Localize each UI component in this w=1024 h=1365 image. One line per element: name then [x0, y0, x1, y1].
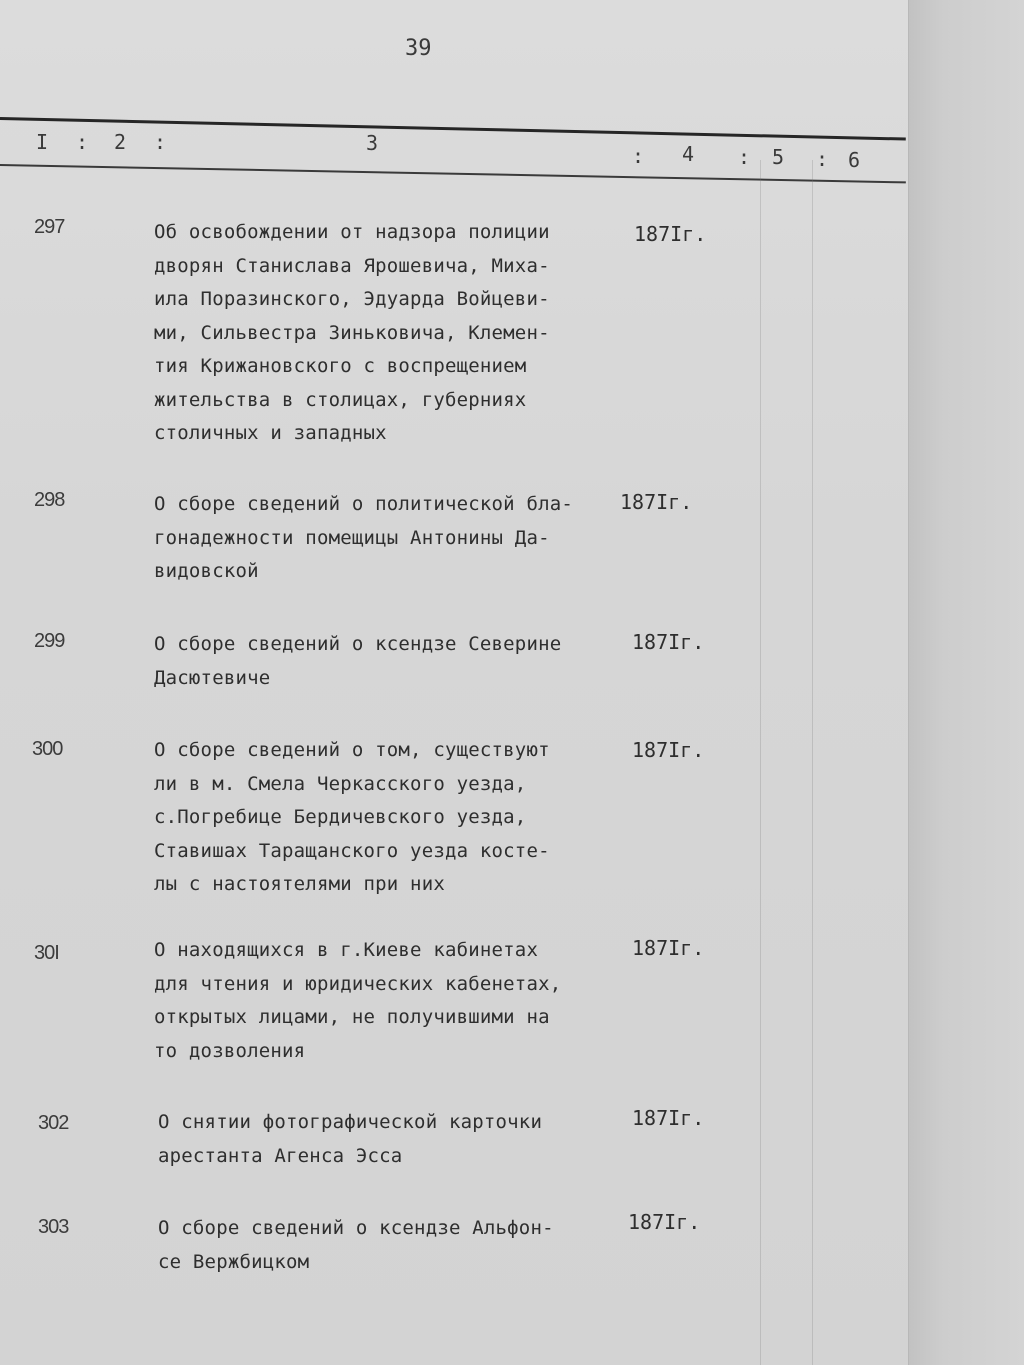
entry-line: то дозволения — [154, 1039, 306, 1062]
entry-line: ила Поразинского, Эдуарда Войцеви- — [154, 288, 550, 310]
entry-line: ли в м. Смела Черкасского уезда, — [154, 772, 527, 795]
entry-line: ми, Сильвестра Зиньковича, Клемен- — [154, 321, 550, 344]
column-header-2: 2 — [114, 130, 127, 154]
entry-number: 303 — [38, 1216, 69, 1238]
column-separator: : — [632, 144, 645, 168]
entry-line: О снятии фотографической карточки — [158, 1111, 543, 1133]
column-header-6: 6 — [848, 148, 861, 172]
entry-line: тия Крижановского с воспрещением — [154, 355, 527, 377]
header-top-rule — [0, 117, 906, 141]
entry-line: О сборе сведений о ксендзе Северине — [154, 633, 562, 655]
entry-year: 187Iг. — [620, 490, 693, 514]
entry-line: О сборе сведений о политической бла- — [154, 493, 574, 515]
page-backing — [908, 0, 1024, 1365]
column-separator: : — [816, 147, 829, 171]
entry-line: с.Погребице Бердичевского уезда, — [154, 806, 527, 828]
column-separator: : — [738, 145, 751, 169]
column-header-4: 4 — [682, 142, 695, 166]
entry-year: 187Iг. — [634, 222, 707, 246]
entry-year: 187Iг. — [632, 630, 705, 654]
page-number: 39 — [405, 36, 432, 61]
entry-title — [154, 488, 573, 589]
entry-line: Ставишах Таращанского уезда косте- — [154, 839, 550, 862]
entry-line: лы с настоятелями при них — [154, 873, 445, 895]
entry-number: 302 — [38, 1112, 69, 1134]
entry-line: О сборе сведений о ксендзе Альфон- — [158, 1217, 554, 1239]
entry-year: 187Iг. — [632, 936, 705, 960]
column-separator: : — [154, 130, 167, 154]
entry-line: арестанта Агенса Эсса — [158, 1144, 403, 1167]
column-rule — [760, 160, 761, 1365]
entry-line: О находящихся в г.Киеве кабинетах — [154, 939, 539, 961]
column-header-3: 3 — [366, 131, 379, 155]
entry-line: видовской — [154, 560, 259, 582]
header-bottom-rule — [0, 164, 906, 183]
entry-line: О сборе сведений о том, существуют — [154, 739, 550, 761]
entry-year: 187Iг. — [632, 738, 705, 762]
entry-line: се Вержбицком — [158, 1250, 310, 1273]
entry-line: гонадежности помещицы Антонины Да- — [154, 526, 550, 549]
entry-title — [154, 628, 561, 695]
entry-number: 300 — [32, 738, 63, 760]
entry-line: для чтения и юридических кабенетах, — [154, 972, 562, 995]
entry-line: дворян Станислава Ярошевича, Миха- — [154, 254, 550, 277]
entry-number: 30I — [34, 942, 59, 964]
entry-number: 299 — [34, 630, 65, 652]
entry-title — [158, 1212, 554, 1279]
entry-line: столичных и западных — [154, 422, 387, 444]
column-rule — [812, 160, 813, 1365]
entry-line: Дасютевиче — [154, 666, 271, 689]
entry-year: 187Iг. — [628, 1210, 701, 1234]
entry-number: 298 — [34, 489, 65, 511]
entry-line: жительства в столицах, губерниях — [154, 388, 527, 411]
entry-title — [154, 216, 550, 451]
entry-number: 297 — [34, 216, 65, 238]
column-header-5: 5 — [772, 145, 785, 169]
column-separator: : — [76, 130, 89, 154]
entry-line: Об освобождении от надзора полиции — [154, 221, 550, 243]
entry-title — [154, 734, 550, 902]
entry-title — [158, 1106, 542, 1173]
entry-year: 187Iг. — [632, 1106, 705, 1130]
entry-title — [154, 934, 561, 1068]
entry-line: открытых лицами, не получившими на — [154, 1006, 550, 1028]
column-header-1: I — [36, 130, 49, 154]
